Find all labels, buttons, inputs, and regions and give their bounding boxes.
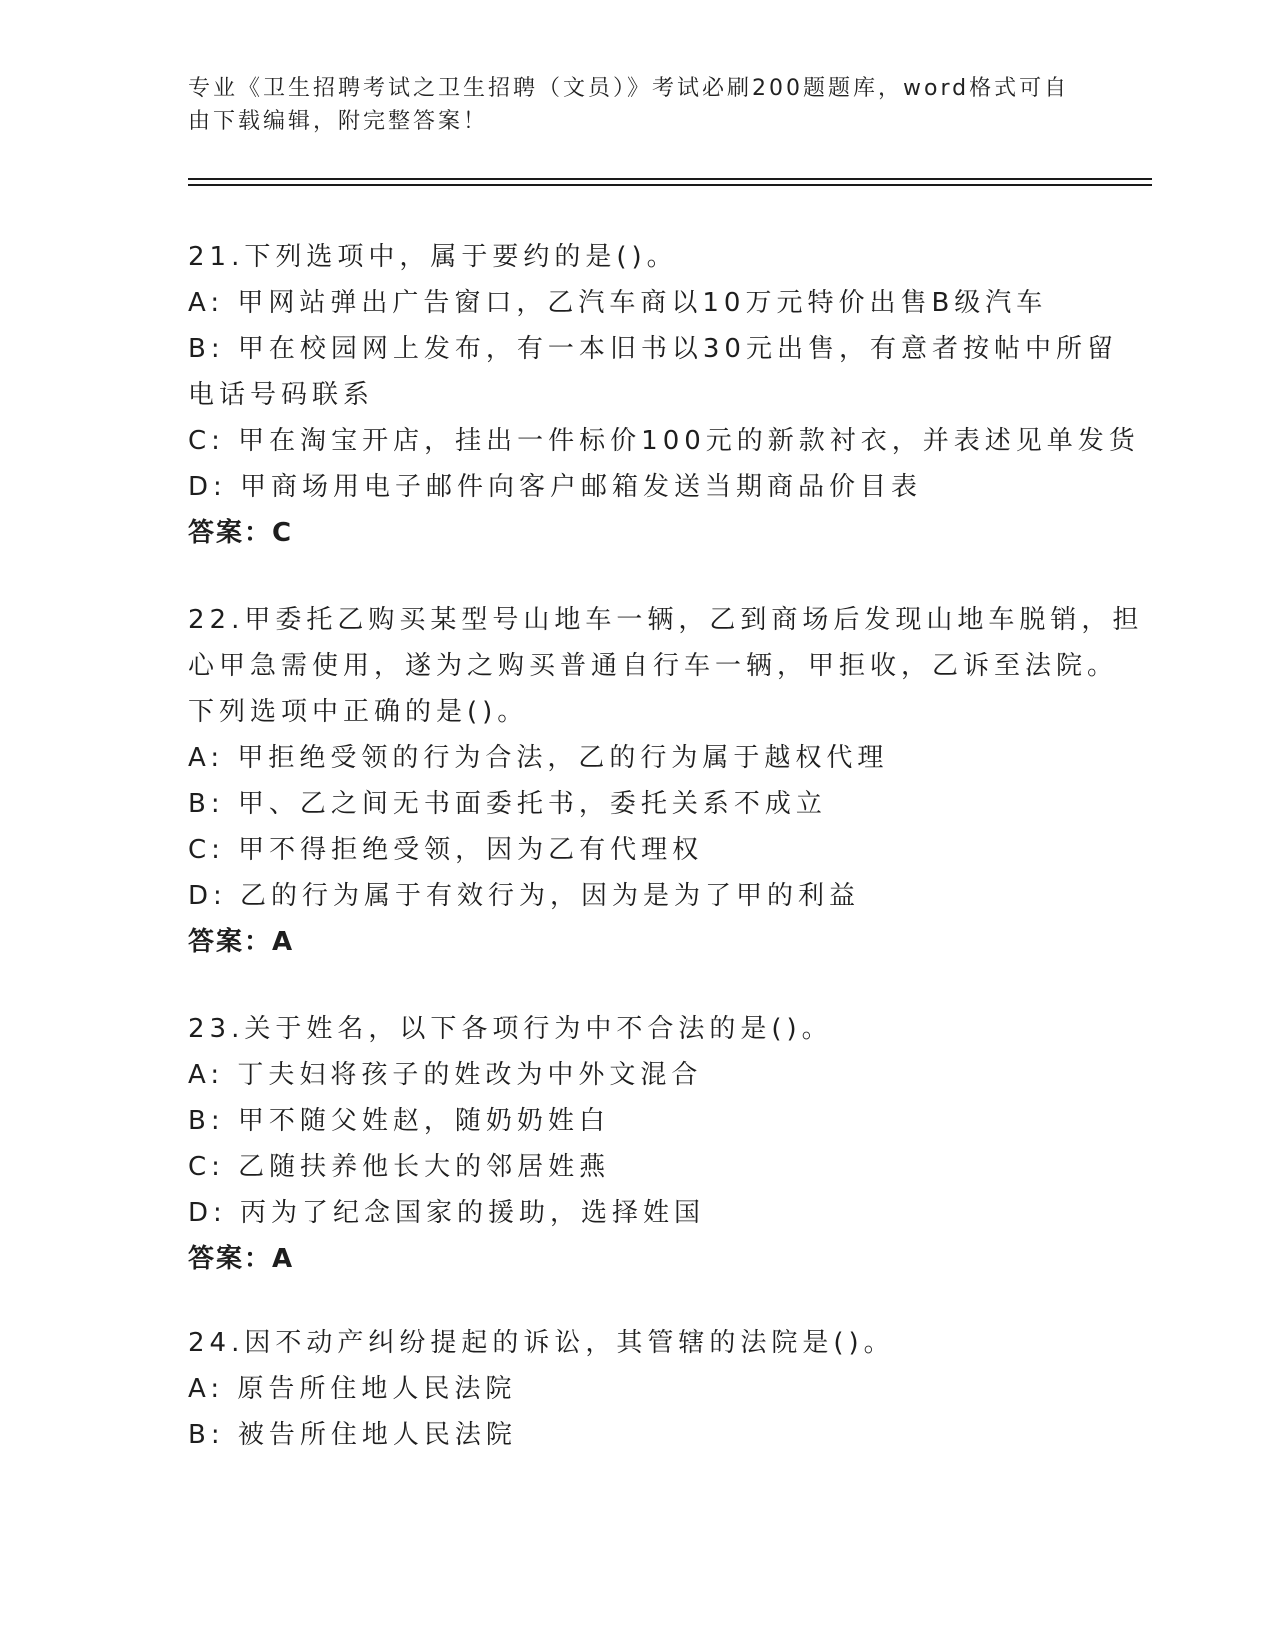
option-b: B: 甲、乙之间无书面委托书，委托关系不成立 bbox=[188, 789, 827, 819]
option-b: B: 甲不随父姓赵，随奶奶姓白 bbox=[188, 1106, 610, 1136]
header-line-1: 专业《卫生招聘考试之卫生招聘（文员）》考试必刷200题题库，word格式可自 bbox=[188, 76, 1070, 101]
question-stem: 23.关于姓名，以下各项行为中不合法的是()。 bbox=[188, 1014, 833, 1044]
answer: 答案：C bbox=[188, 518, 294, 548]
answer: 答案：A bbox=[188, 927, 295, 957]
option-c: C: 乙随扶养他长大的邻居姓燕 bbox=[188, 1152, 611, 1182]
option-b: B: 被告所住地人民法院 bbox=[188, 1420, 517, 1450]
answer: 答案：A bbox=[188, 1244, 295, 1274]
question-stem: 24.因不动产纠纷提起的诉讼，其管辖的法院是()。 bbox=[188, 1328, 895, 1358]
option-b: B: 甲在校园网上发布，有一本旧书以30元出售，有意者按帖中所留 bbox=[188, 334, 1118, 364]
option-c: C: 甲在淘宝开店，挂出一件标价100元的新款衬衣，并表述见单发货 bbox=[188, 426, 1140, 456]
question-stem: 22.甲委托乙购买某型号山地车一辆，乙到商场后发现山地车脱销，担 bbox=[188, 605, 1144, 635]
question-23 bbox=[188, 1006, 1088, 1282]
question-22 bbox=[188, 597, 1144, 965]
question-stem-line-2: 心甲急需使用，遂为之购买普通自行车一辆，甲拒收，乙诉至法院。 bbox=[188, 651, 1119, 681]
document-header bbox=[188, 72, 1068, 138]
option-a: A: 原告所住地人民法院 bbox=[188, 1374, 517, 1404]
option-c: C: 甲不得拒绝受领，因为乙有代理权 bbox=[188, 835, 704, 865]
question-24 bbox=[188, 1320, 1088, 1458]
option-d: D: 甲商场用电子邮件向客户邮箱发送当期商品价目表 bbox=[188, 472, 923, 502]
option-a: A: 甲拒绝受领的行为合法，乙的行为属于越权代理 bbox=[188, 743, 889, 773]
header-divider-bottom bbox=[188, 184, 1152, 186]
option-d: D: 丙为了纪念国家的援助，选择姓国 bbox=[188, 1198, 706, 1228]
option-a: A: 丁夫妇将孩子的姓改为中外文混合 bbox=[188, 1060, 703, 1090]
question-stem-line-3: 下列选项中正确的是()。 bbox=[188, 697, 529, 727]
header-line-2: 由下载编辑，附完整答案！ bbox=[188, 109, 489, 134]
question-stem: 21.下列选项中，属于要约的是()。 bbox=[188, 242, 678, 272]
option-b-continued: 电话号码联系 bbox=[188, 380, 375, 410]
option-d: D: 乙的行为属于有效行为，因为是为了甲的利益 bbox=[188, 881, 861, 911]
question-21 bbox=[188, 234, 1140, 556]
header-divider-top bbox=[188, 178, 1152, 180]
option-a: A: 甲网站弹出广告窗口，乙汽车商以10万元特价出售B级汽车 bbox=[188, 288, 1048, 318]
